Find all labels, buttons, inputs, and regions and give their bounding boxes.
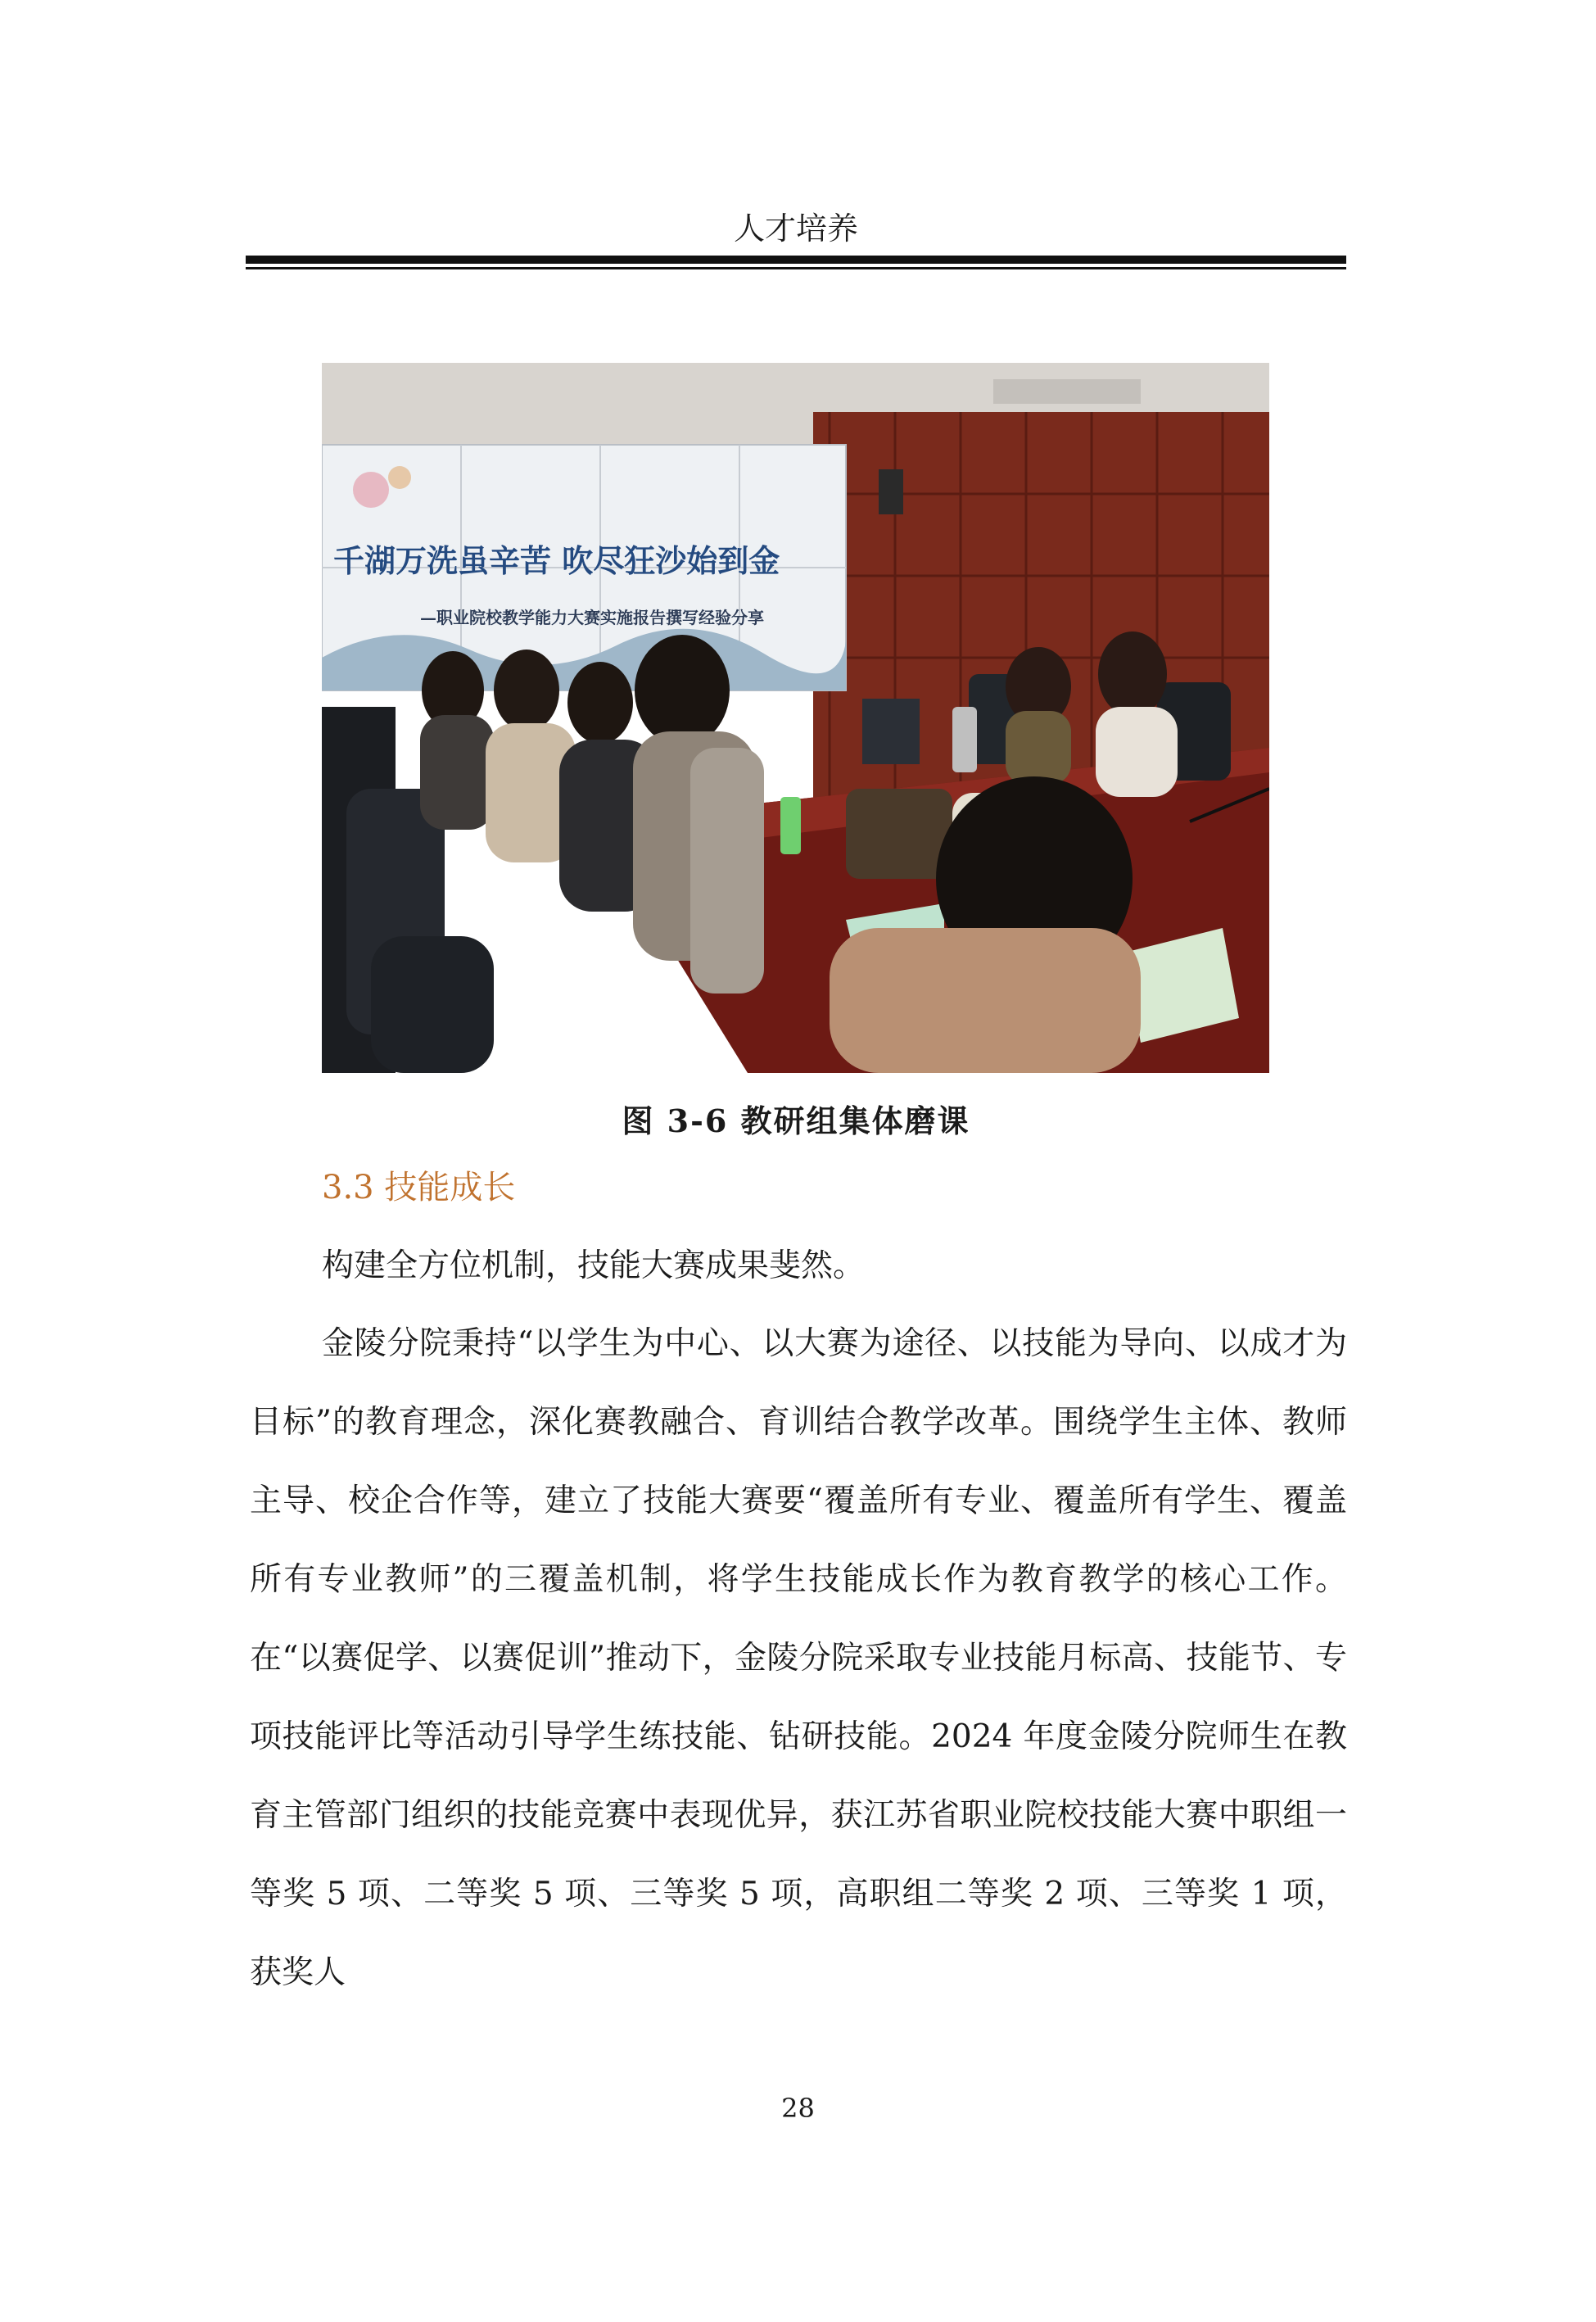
meeting-photo <box>322 363 1269 1073</box>
section-heading: 3.3 技能成长 <box>322 1169 516 1206</box>
screen-text-line1: 千湖万洗虽辛苦 吹尽狂沙始到金 <box>333 542 780 579</box>
paragraph-intro: 构建全方位机制，技能大赛成果斐然。 <box>322 1247 866 1284</box>
running-header: 人才培养 <box>733 210 858 247</box>
figure-caption: 图 3-6 教研组集体磨课 <box>622 1102 970 1139</box>
page-number: 28 <box>781 2093 815 2124</box>
paragraph-body: 金陵分院秉持“以学生为中心、以大赛为途径、以技能为导向、以成才为目标”的教育理念，深化赛教融合、育训结合教学改革。围绕学生主体、教师主导、校企合作等，建立了技能大赛要“覆盖所有专业、覆盖所有学生、覆盖所有专业教师”的三覆盖机制，将学生技能成长作为教育教学的核心工作。在“以赛促学、以赛促训”推动下，金陵分院采取专业技能月标高、技能节、专项技能评比等活动引导学生练技能、钻研技能。2024 年度金陵分院师生在教育主管部门组织的技能竞赛中表现优异，获江苏省职业院校技能大赛中职组一等奖 5 项、二等奖 5 项、三等奖 5 项，高职组二等奖 2 项、三等奖 1 项，获奖人 <box>250 1325 1347 1991</box>
header-rule-thin <box>246 267 1346 269</box>
header-rule-thick <box>246 256 1346 264</box>
screen-text-line2: —职业院校教学能力大赛实施报告撰写经验分享 <box>420 608 764 627</box>
